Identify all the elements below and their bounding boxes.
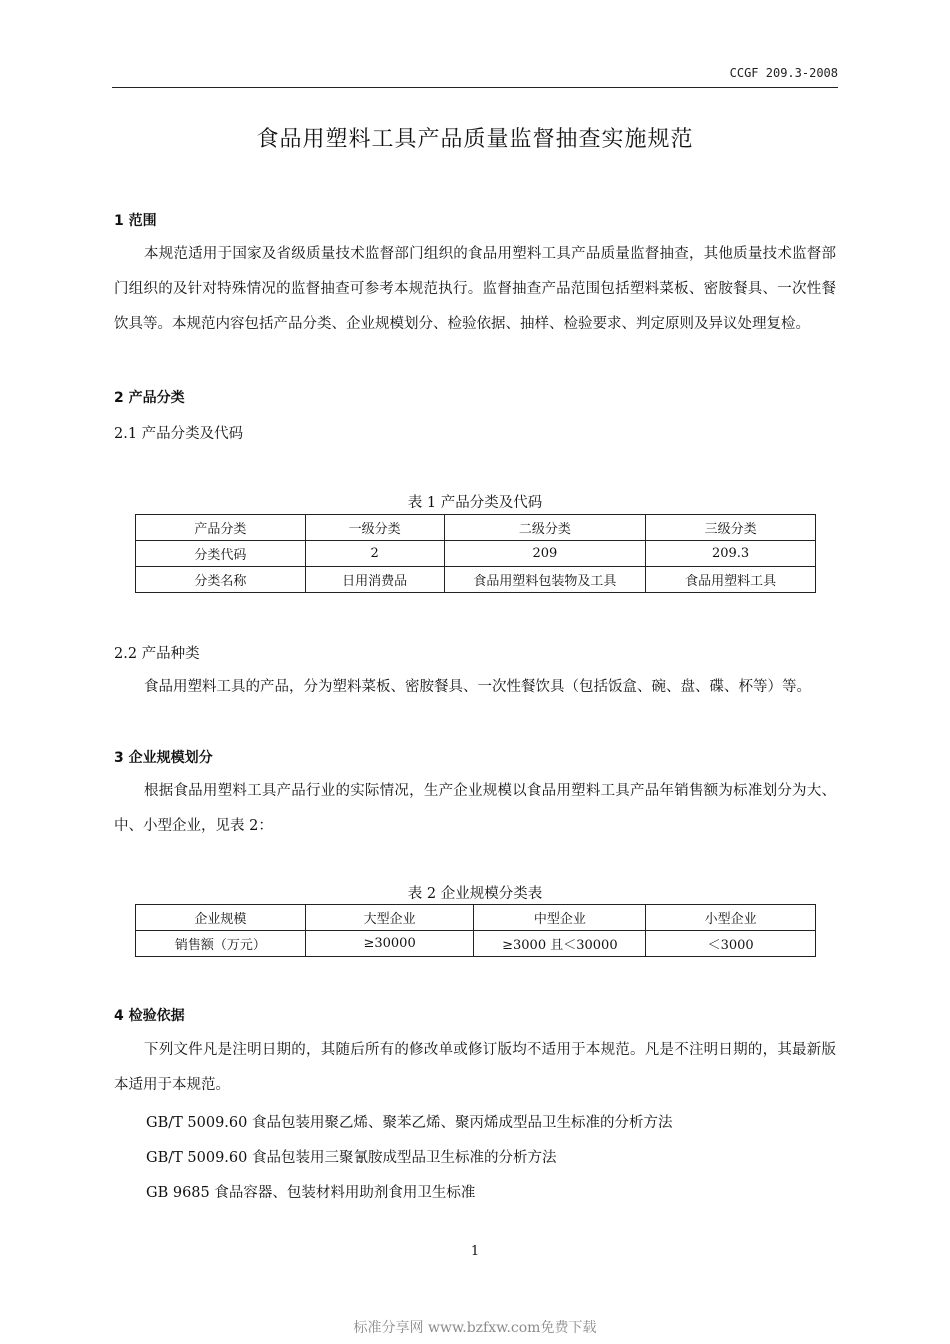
section-2-2-paragraph	[114, 670, 836, 705]
para-line: 量技术监督部门组织的及针对特殊情况的监督抽查可参考本规范执行。监督抽查产品范围包括塑料	[114, 246, 837, 297]
table-cell: 销售额（万元）	[136, 931, 306, 957]
para-line: 菜板、密胺餐具、一次性餐饮具等。本规范内容包括产品分类、企业规模划分、检验依据、抽样、	[114, 281, 837, 332]
table-cell: ≥30000	[305, 931, 474, 957]
para-line: 根据食品用塑料工具产品行业的实际情况，生产企业规模以食品用塑料工具产品年销售额为标	[144, 783, 748, 799]
table-2-enterprise-scale	[135, 904, 816, 957]
table-cell: 三级分类	[646, 515, 816, 541]
para-line: 的，其最新版本适用于本规范。	[114, 1042, 837, 1093]
section-1-paragraph	[114, 237, 836, 342]
table-cell: 小型企业	[646, 905, 816, 931]
table-cell: 2	[305, 541, 444, 567]
section-3-paragraph	[114, 774, 836, 844]
table-cell: 企业规模	[136, 905, 306, 931]
watermark-text: 标准分享网 www.bzfxw.com免费下载	[353, 1320, 597, 1336]
section-1-heading: 1 范围	[114, 213, 157, 229]
table-row	[136, 515, 816, 541]
reference-standard: GB/T 5009.60 食品包装用三聚氰胺成型品卫生标准的分析方法	[146, 1150, 557, 1166]
table-row	[136, 541, 816, 567]
section-3-heading: 3 企业规模划分	[114, 750, 213, 766]
table-cell: 209.3	[646, 541, 816, 567]
table-cell: 二级分类	[444, 515, 646, 541]
section-4-paragraph	[114, 1033, 836, 1103]
table-cell: 一级分类	[305, 515, 444, 541]
table-row	[136, 905, 816, 931]
table-cell: 食品用塑料包装物及工具	[444, 567, 646, 593]
page-number: 1	[470, 1244, 480, 1259]
section-2-1-heading: 2.1 产品分类及代码	[114, 426, 244, 442]
header-rule	[112, 87, 838, 88]
table-row	[136, 931, 816, 957]
document-title: 食品用塑料工具产品质量监督抽查实施规范	[256, 127, 694, 152]
table-cell: ＜3000	[646, 931, 816, 957]
table-cell: 大型企业	[305, 905, 474, 931]
para-line: 食品用塑料工具的产品，分为塑料菜板、密胺餐具、一次性餐饮具（包括饭盒、碗、盘、碟、	[144, 679, 739, 695]
table-cell: 分类名称	[136, 567, 306, 593]
table-2-caption: 表 2 企业规模分类表	[407, 886, 543, 902]
table-1-product-classification	[135, 514, 816, 593]
reference-standard: GB/T 5009.60 食品包装用聚乙烯、聚苯乙烯、聚丙烯成型品卫生标准的分析方法	[146, 1115, 673, 1131]
table-cell: 209	[444, 541, 646, 567]
section-2-2-heading: 2.2 产品种类	[114, 646, 200, 662]
para-line: 下列文件凡是注明日期的，其随后所有的修改单或修订版均不适用于本规范。凡是不注明日期	[144, 1042, 748, 1058]
standard-code: CCGF 209.3-2008	[729, 66, 838, 80]
table-cell: ≥3000 且＜30000	[474, 931, 646, 957]
section-4-heading: 4 检验依据	[114, 1008, 185, 1024]
table-cell: 食品用塑料工具	[646, 567, 816, 593]
para-line: 准划分为大、中、小型企业，见表 2：	[114, 783, 837, 834]
table-cell: 分类代码	[136, 541, 306, 567]
section-2-heading: 2 产品分类	[114, 390, 185, 406]
para-line: 检验要求、判定原则及异议处理复检。	[563, 316, 810, 332]
para-line: 杯等）等。	[738, 679, 811, 695]
table-cell: 产品分类	[136, 515, 306, 541]
table-cell: 日用消费品	[305, 567, 444, 593]
para-line: 本规范适用于国家及省级质量技术监督部门组织的食品用塑料工具产品质量监督抽查，其他质	[144, 246, 748, 262]
reference-standard: GB 9685 食品容器、包装材料用助剂食用卫生标准	[146, 1185, 476, 1201]
table-row	[136, 567, 816, 593]
table-1-caption: 表 1 产品分类及代码	[407, 495, 543, 511]
table-cell: 中型企业	[474, 905, 646, 931]
